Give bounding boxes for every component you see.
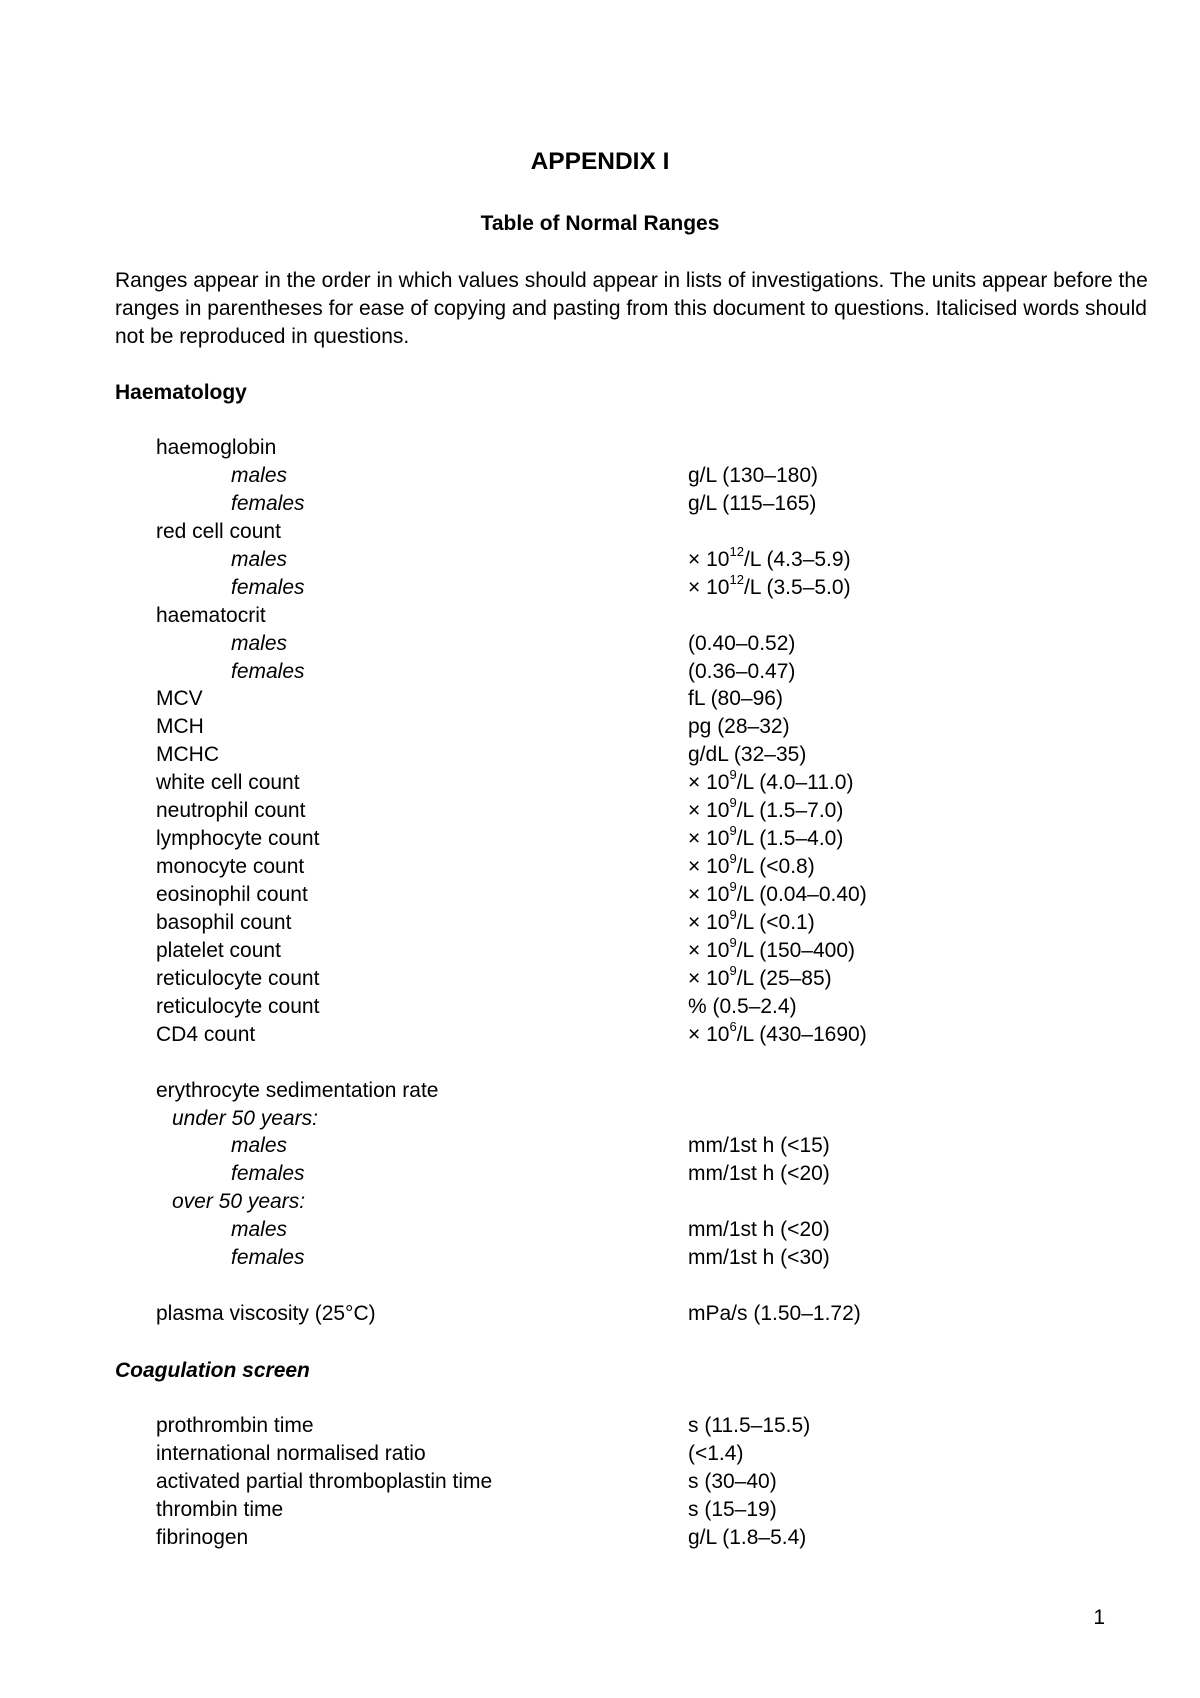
value-prefix: × 10 [688, 966, 730, 990]
value-suffix: /L (<0.8) [736, 855, 815, 879]
range-row [0, 571, 1200, 602]
value-prefix: × 10 [688, 938, 730, 962]
range-row [0, 1440, 1200, 1468]
section-heading-coagulation: Coagulation screen [115, 1359, 310, 1382]
range-label: females [231, 1246, 305, 1270]
value-exponent: 12 [729, 543, 744, 559]
value-exponent: 9 [729, 962, 737, 978]
page-number: 1 [1093, 1606, 1105, 1629]
range-label: MCV [156, 687, 203, 711]
range-label: under 50 years: [172, 1106, 318, 1130]
range-row [0, 490, 1200, 518]
range-label: females [231, 1162, 305, 1186]
range-label: red cell count [156, 519, 281, 543]
value-suffix: /L (150–400) [736, 938, 856, 962]
range-row [0, 1524, 1200, 1552]
range-label: males [231, 463, 288, 487]
range-label: males [231, 547, 288, 571]
range-label: haemoglobin [156, 436, 277, 459]
value-exponent: 12 [729, 571, 744, 587]
value-exponent: 9 [729, 795, 737, 811]
range-row [0, 434, 1200, 462]
range-label: eosinophil count [156, 883, 308, 906]
range-label: thrombin time [156, 1497, 284, 1521]
range-value: s (15–19) [688, 1497, 777, 1521]
intro-paragraph: Ranges appear in the order in which values should appear in lists of investigations. The units appear before the ranges in parentheses for ease of copying and pasting from this document to questions. Italicised words should not be reproduced in questions. [115, 269, 1148, 349]
range-value: mPa/s (1.50–1.72) [688, 1302, 861, 1326]
range-row [0, 1049, 1200, 1077]
range-label: reticulocyte count [156, 966, 320, 990]
value-suffix: /L (1.5–7.0) [736, 799, 844, 823]
value-suffix: /L (0.04–0.40) [736, 883, 867, 906]
value-exponent: 9 [729, 879, 737, 894]
range-value: (<1.4) [688, 1441, 744, 1465]
range-value: (0.36–0.47) [688, 659, 796, 683]
range-row [0, 797, 1200, 825]
range-label: reticulocyte count [156, 994, 320, 1018]
section-heading-haematology: Haematology [115, 381, 247, 404]
haematology-ranges-list [0, 434, 1200, 1328]
range-value: mm/1st h (<20) [688, 1218, 830, 1242]
range-value: g/L (1.8–5.4) [688, 1525, 807, 1549]
range-label: prothrombin time [156, 1414, 314, 1437]
page-title: APPENDIX I [530, 148, 670, 175]
value-prefix: × 10 [688, 827, 730, 851]
range-label: lymphocyte count [156, 827, 320, 851]
range-row [0, 825, 1200, 853]
range-row [0, 1468, 1200, 1496]
value-exponent: 9 [729, 823, 737, 839]
range-row [0, 769, 1200, 797]
coagulation-ranges-list [0, 1412, 1200, 1552]
range-value: mm/1st h (<20) [688, 1162, 830, 1186]
value-exponent: 9 [729, 851, 737, 867]
range-value: (0.40–0.52) [688, 631, 796, 655]
range-label: activated partial thromboplastin time [156, 1469, 493, 1493]
range-row [0, 962, 1200, 993]
range-row [0, 602, 1200, 630]
value-prefix: × 10 [688, 547, 730, 571]
range-label: MCHC [156, 743, 219, 767]
value-prefix: × 10 [688, 799, 730, 823]
range-row [0, 685, 1200, 713]
range-label: international normalised ratio [156, 1441, 426, 1465]
range-value: g/dL (32–35) [688, 743, 807, 767]
range-row [0, 1412, 1200, 1440]
value-prefix: × 10 [688, 771, 730, 795]
range-value [688, 797, 843, 825]
value-prefix: × 10 [688, 910, 730, 934]
value-prefix: × 10 [688, 855, 730, 879]
range-value: s (11.5–15.5) [688, 1414, 811, 1437]
range-label: erythrocyte sedimentation rate [156, 1078, 439, 1102]
range-row [0, 1216, 1200, 1244]
range-value [688, 1018, 867, 1049]
range-row [0, 1160, 1200, 1188]
value-prefix: × 10 [688, 575, 730, 599]
range-value: mm/1st h (<15) [688, 1134, 830, 1158]
range-row [0, 1244, 1200, 1272]
range-row [0, 713, 1200, 741]
page-subtitle: Table of Normal Ranges [480, 212, 720, 235]
range-label: CD4 count [156, 1022, 256, 1046]
value-exponent: 9 [729, 906, 737, 922]
range-value: g/L (130–180) [688, 463, 818, 487]
range-row [0, 1496, 1200, 1524]
value-exponent: 9 [729, 767, 737, 783]
range-label: haematocrit [156, 603, 266, 627]
value-exponent: 9 [729, 934, 737, 950]
value-suffix: /L (4.0–11.0) [736, 771, 854, 795]
range-row [0, 658, 1200, 686]
range-row [0, 1132, 1200, 1160]
range-row [0, 906, 1200, 937]
value-prefix: × 10 [688, 1022, 730, 1046]
value-exponent: 6 [729, 1018, 737, 1034]
value-suffix: /L (430–1690) [736, 1022, 867, 1046]
range-label: males [231, 631, 288, 655]
value-suffix: /L (25–85) [736, 966, 832, 990]
range-value [688, 769, 853, 797]
range-row [0, 881, 1200, 909]
range-value [688, 906, 815, 937]
range-value [688, 962, 832, 993]
range-label: females [231, 659, 305, 683]
value-suffix: /L (3.5–5.0) [743, 575, 851, 599]
range-row [0, 1018, 1200, 1049]
range-value [688, 543, 851, 574]
range-value [688, 881, 867, 909]
range-value: % (0.5–2.4) [688, 994, 797, 1018]
range-row [0, 1077, 1200, 1105]
range-label: neutrophil count [156, 799, 306, 823]
range-row [0, 1188, 1200, 1216]
range-row [0, 993, 1200, 1021]
range-row [0, 543, 1200, 574]
range-label: MCH [156, 715, 204, 739]
range-value [688, 934, 856, 965]
value-suffix: /L (1.5–4.0) [736, 827, 844, 851]
range-label: females [231, 491, 305, 515]
value-suffix: /L (<0.1) [736, 910, 815, 934]
range-row [0, 1105, 1200, 1133]
range-label: females [231, 575, 305, 599]
range-row [0, 741, 1200, 769]
value-suffix: /L (4.3–5.9) [743, 547, 851, 571]
range-label: platelet count [156, 938, 281, 962]
range-label: over 50 years: [172, 1190, 306, 1214]
range-label: white cell count [156, 771, 300, 795]
range-row [0, 1300, 1200, 1328]
range-value: pg (28–32) [688, 715, 790, 739]
range-row [0, 518, 1200, 546]
range-value: s (30–40) [688, 1469, 777, 1493]
range-label: monocyte count [156, 855, 305, 879]
range-label: males [231, 1218, 288, 1242]
range-value [688, 853, 815, 881]
range-label: fibrinogen [156, 1525, 249, 1549]
range-value: g/L (115–165) [688, 491, 817, 515]
range-value: fL (80–96) [688, 687, 783, 711]
range-label: plasma viscosity (25°C) [156, 1302, 376, 1326]
range-row [0, 934, 1200, 965]
range-row [0, 853, 1200, 881]
range-value: mm/1st h (<30) [688, 1246, 830, 1270]
range-row [0, 462, 1200, 490]
range-label: basophil count [156, 910, 292, 934]
range-row [0, 630, 1200, 658]
range-value [688, 571, 851, 602]
value-prefix: × 10 [688, 883, 730, 906]
range-label: males [231, 1134, 288, 1158]
range-value [688, 825, 843, 853]
range-row [0, 1272, 1200, 1300]
